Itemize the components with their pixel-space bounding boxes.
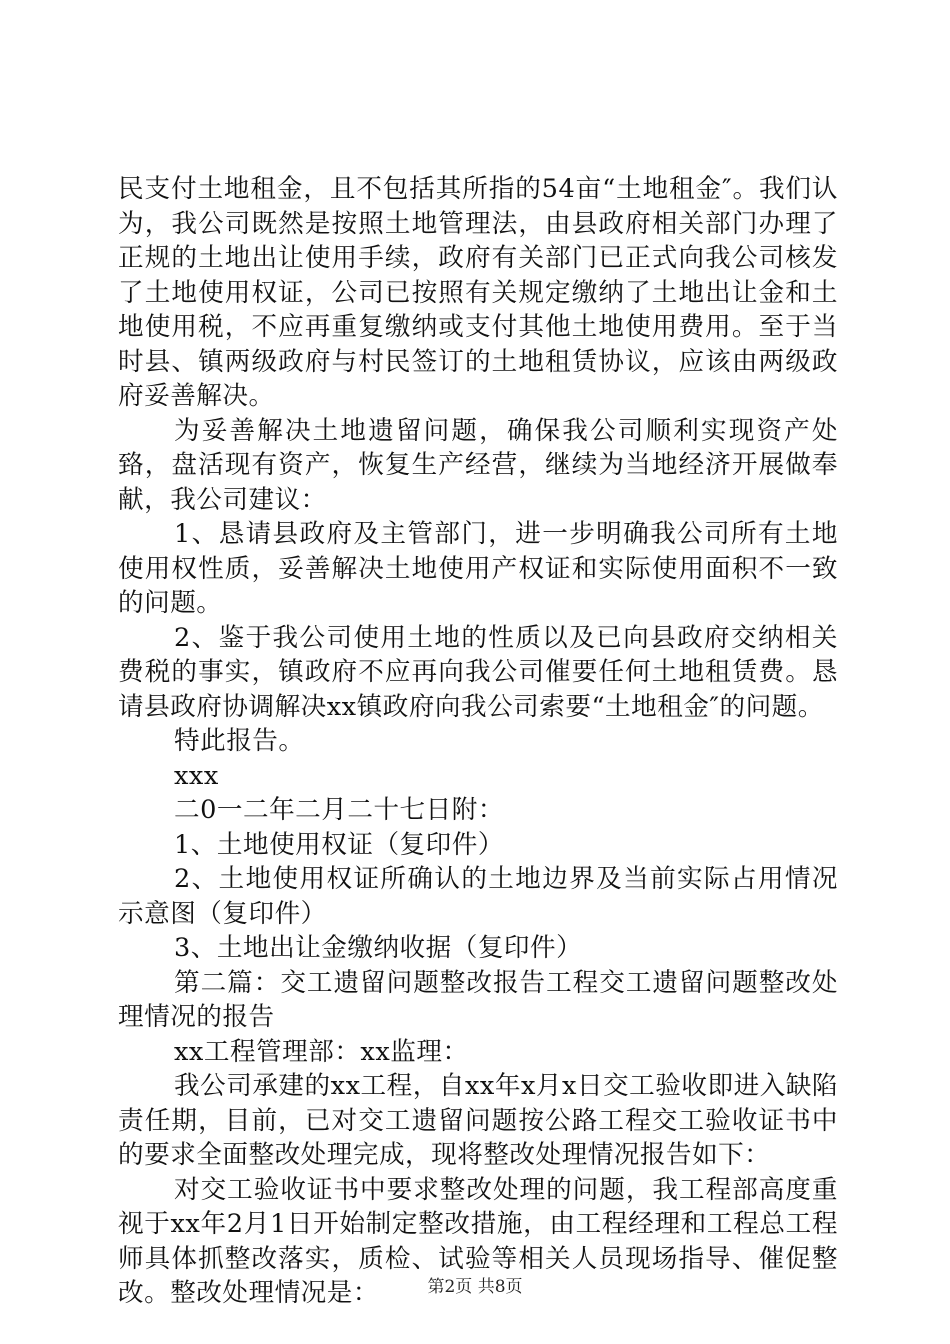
paragraph: 1、恳请县政府及主管部门，进一步明确我公司所有土地使用权性质，妥善解决土地使用产权证和实际使用面积不一致的问题。 [118,519,838,618]
attachment-item: 3、土地出让金缴纳收据（复印件） [174,933,583,963]
date-line: 二0一二年二月二十七日附： [174,795,504,825]
page-number-footer: 第2页 共8页 [427,1277,523,1297]
paragraph: 为妥善解决土地遗留问题，确保我公司顺利实现资产处臵，盘活现有资产，恢复生产经营，继续为当地经济开展做奉献，我公司建议： [118,415,838,515]
document-body [118,172,838,1311]
paragraph: 特此报告。 [174,726,305,756]
paragraph: 我公司承建的xx工程，自xx年x月x日交工验收即进入缺陷责任期，目前，已对交工遗留问题按公路工程交工验收证书中的要求全面整改处理完成，现将整改处理情况报告如下： [118,1071,838,1170]
attachment-item: 1、土地使用权证（复印件） [174,829,504,860]
attachment-item: 2、土地使用权证所确认的土地边界及当前实际占用情况示意图（复印件） [118,864,838,929]
paragraph: 民支付土地租金，且不包括其所指的54亩“土地租金″。我们认为，我公司既然是按照土地管理法，由县政府相关部门办理了正规的土地出让使用手续，政府有关部门已正式向我公司核发了土地使用权证，公司已按照有关规定缴纳了土地出让金和土地使用税，不应再重复缴纳或支付其他土地使用费用。至于当时县、镇两级政府与村民签订的土地租赁协议，应该由两级政府妥善解决。 [118,174,838,411]
paragraph: 对交工验收证书中要求整改处理的问题，我工程部高度重视于xx年2月1日开始制定整改措施，由工程经理和工程总工程师具体抓整改落实，质检、试验等相关人员现场指导、催促整改。整改处理情况是： [118,1174,838,1308]
signature-name: xxx [174,760,219,791]
paragraph: 2、鉴于我公司使用土地的性质以及已向县政府交纳相关费税的事实，镇政府不应再向我公司催要任何土地租赁费。恳请县政府协调解决xx镇政府向我公司索要“土地租金″的问题。 [118,622,838,722]
addressee-line: xx工程管理部：xx监理： [174,1036,469,1067]
section-heading: 第二篇：交工遗留问题整改报告工程交工遗留问题整改处理情况的报告 [118,967,838,1032]
